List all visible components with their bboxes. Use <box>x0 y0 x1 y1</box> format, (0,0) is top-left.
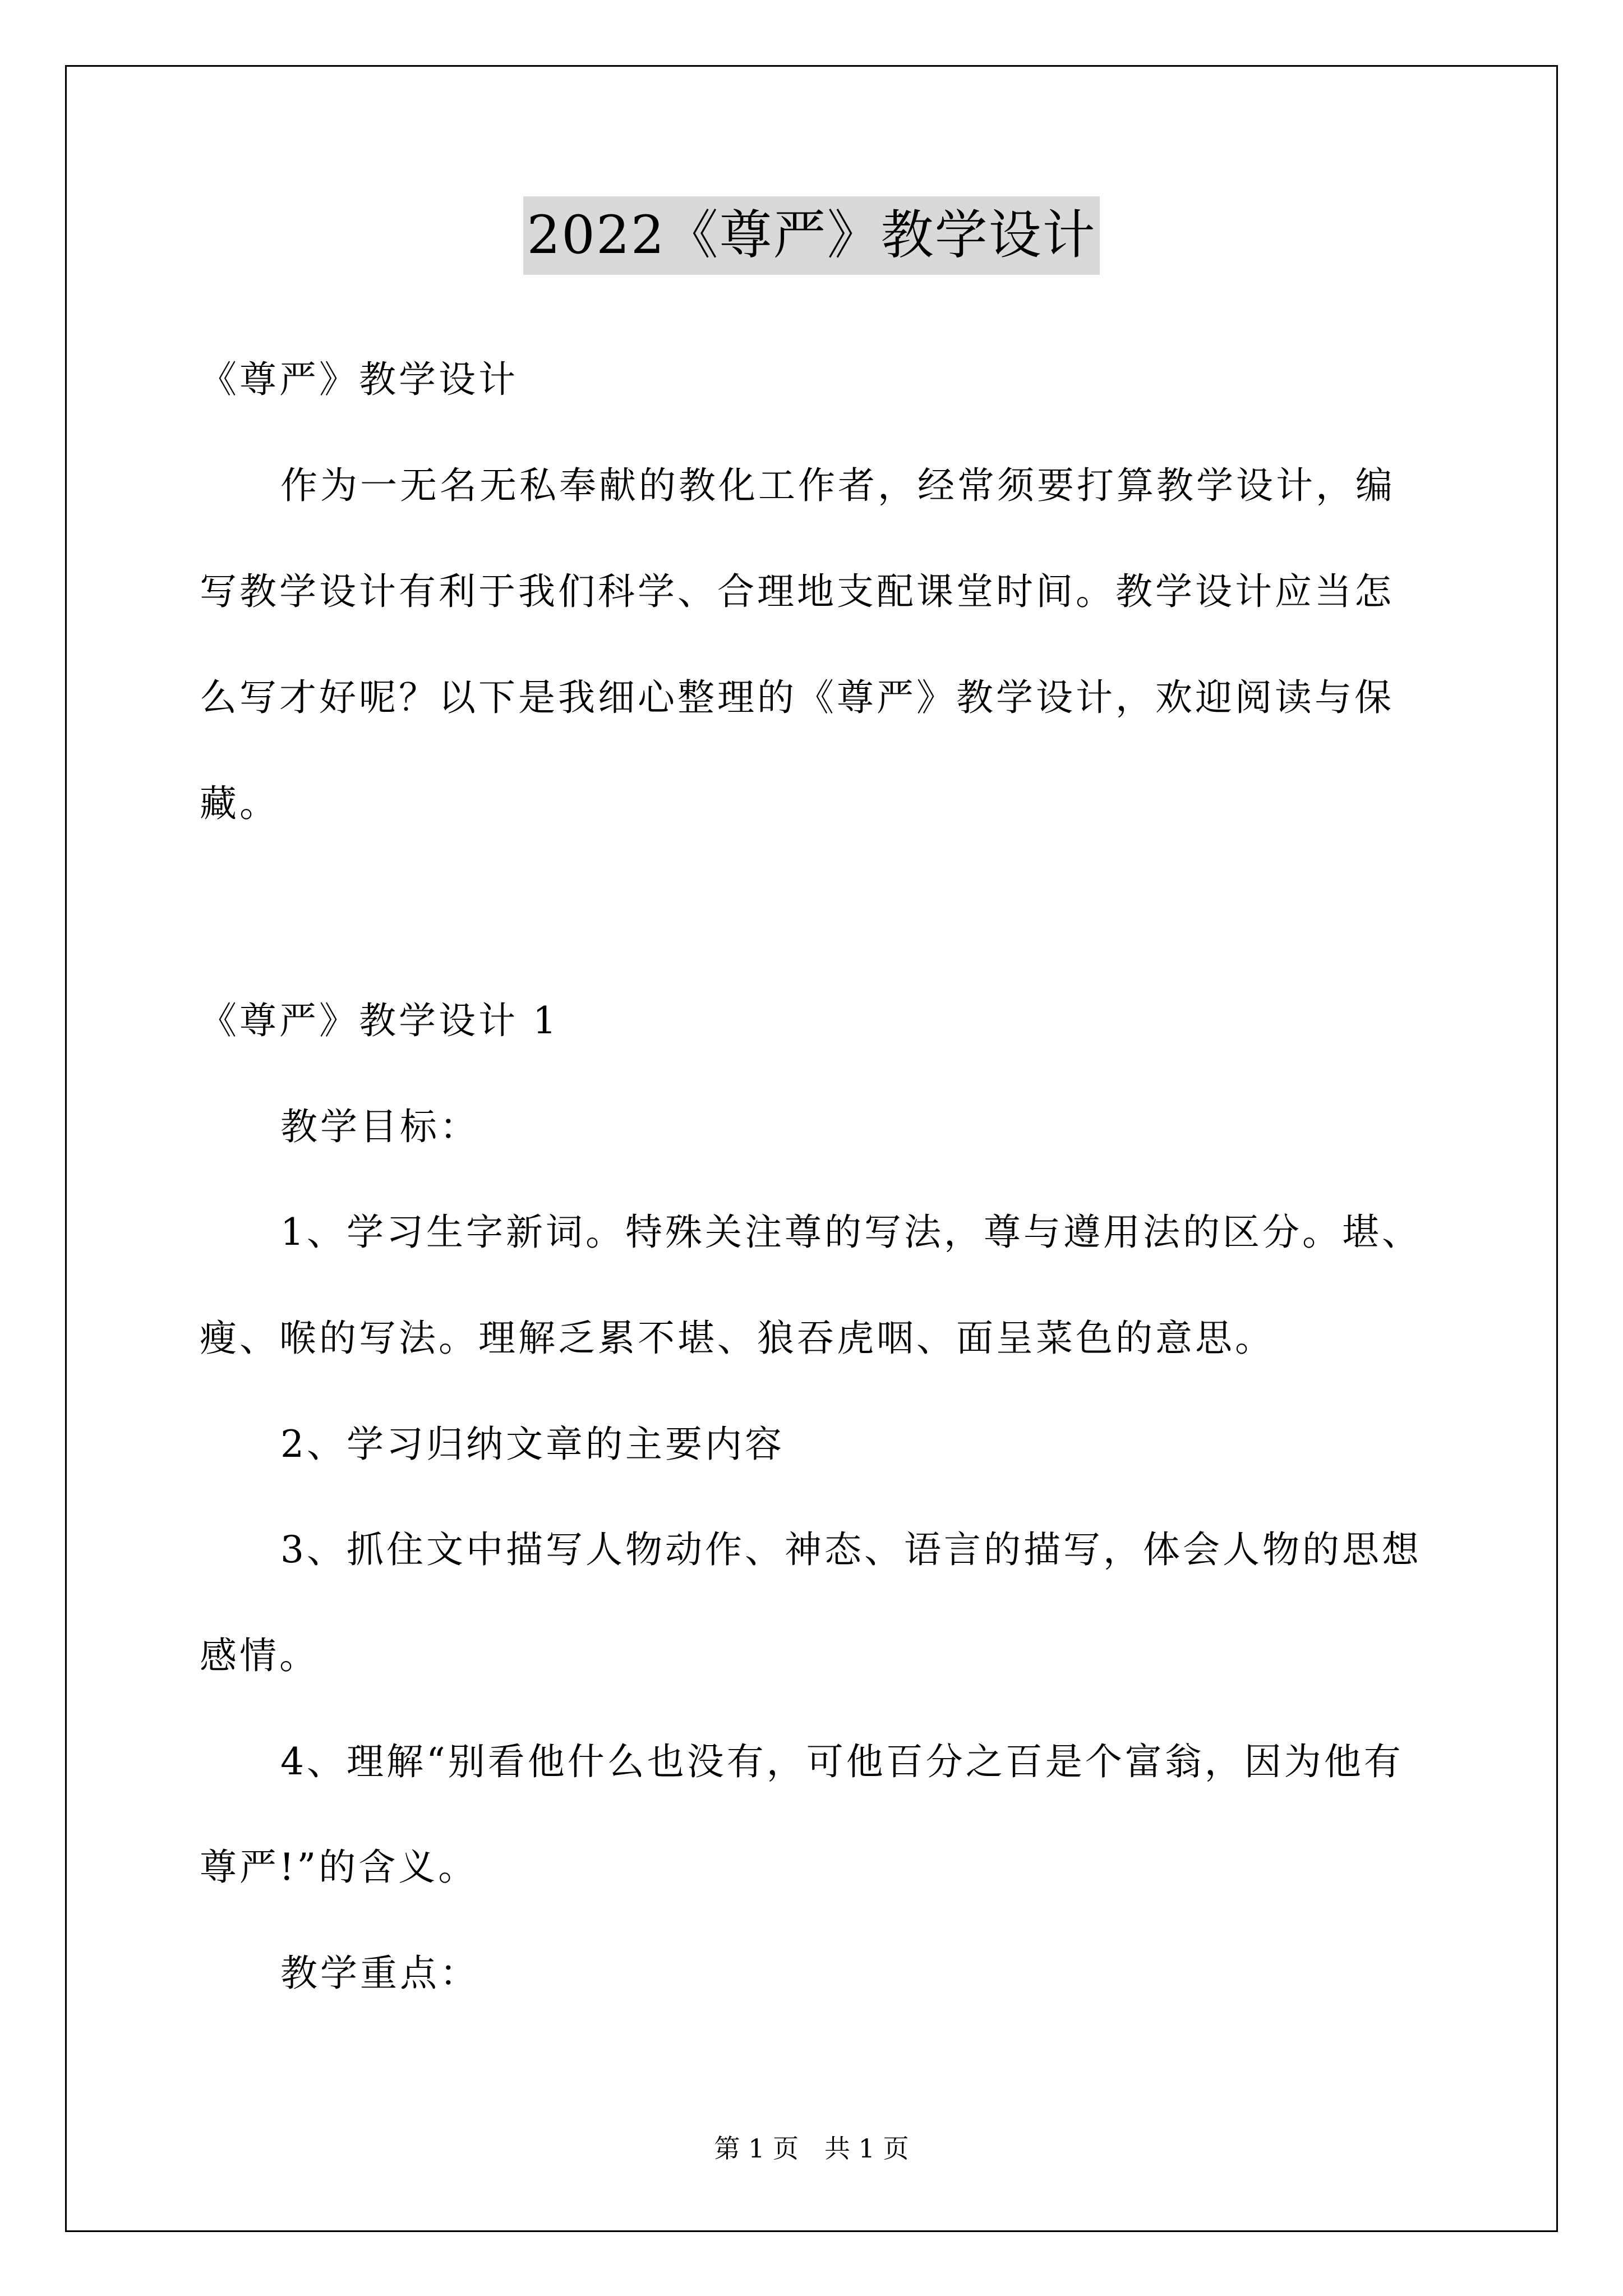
body-line: 写教学设计有利于我们科学、合理地支配课堂时间。教学设计应当怎 <box>200 570 1394 613</box>
body-line: 尊严!”的含义。 <box>200 1846 478 1889</box>
body-line: 瘦、喉的写法。理解乏累不堪、狼吞虎咽、面呈菜色的意思。 <box>200 1317 1275 1360</box>
body-line: 感情。 <box>200 1634 319 1677</box>
body-line: 么写才好呢？以下是我细心整理的《尊严》教学设计，欢迎阅读与保 <box>200 676 1394 719</box>
body-line: 4、理解“别看他什么也没有，可他百分之百是个富翁，因为他有 <box>280 1740 1404 1783</box>
body-line: 教学重点： <box>280 1952 479 1995</box>
section-heading: 《尊严》教学设计 1 <box>200 999 559 1042</box>
title-container <box>0 196 1623 275</box>
body-line: 2、学习归纳文章的主要内容 <box>280 1423 785 1466</box>
body-line: 教学目标： <box>280 1105 479 1148</box>
document-title: 2022《尊严》教学设计 <box>523 196 1099 275</box>
page-footer: 第 1 页 共 1 页 <box>714 2133 909 2164</box>
body-line: 作为一无名无私奉献的教化工作者，经常须要打算教学设计，编 <box>280 464 1395 507</box>
body-line: 1、学习生字新词。特殊关注尊的写法，尊与遵用法的区分。堪、 <box>280 1211 1422 1254</box>
subtitle-line: 《尊严》教学设计 <box>200 358 518 401</box>
body-line: 3、抓住文中描写人物动作、神态、语言的描写，体会人物的思想 <box>280 1528 1422 1571</box>
body-line: 藏。 <box>200 782 279 825</box>
